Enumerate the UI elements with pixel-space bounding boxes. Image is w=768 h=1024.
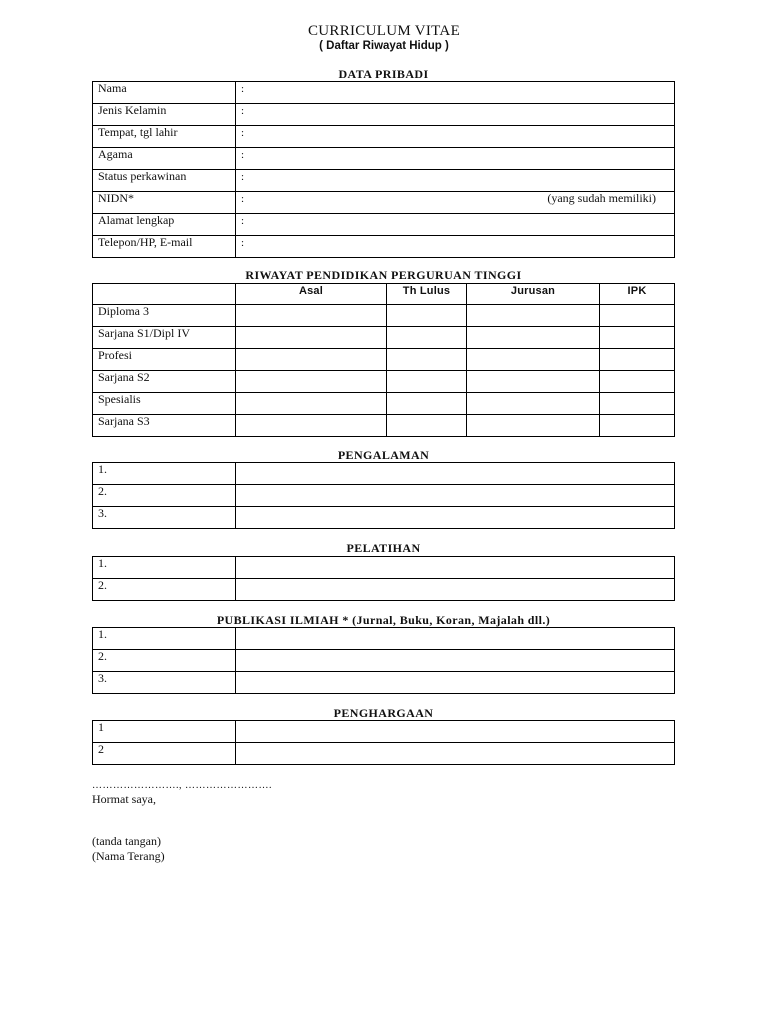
column-header: Th Lulus	[387, 284, 467, 305]
column-header: Jurusan	[467, 284, 600, 305]
column-header: IPK	[600, 284, 675, 305]
table-row	[93, 170, 675, 192]
input-cell-telepon-email[interactable]	[236, 236, 675, 258]
input-cell[interactable]	[236, 349, 387, 371]
input-cell[interactable]	[467, 305, 600, 327]
input-cell[interactable]	[467, 393, 600, 415]
colon: :	[241, 237, 245, 249]
row-label: Status perkawinan	[93, 170, 236, 192]
row-number: 1.	[93, 628, 236, 650]
row-number: 3.	[93, 507, 236, 529]
table-row	[93, 305, 675, 327]
colon: :	[241, 105, 245, 117]
row-number: 1.	[93, 463, 236, 485]
section-title-publikasi: PUBLIKASI ILMIAH * (Jurnal, Buku, Koran, Majalah dll.)	[216, 613, 551, 627]
input-cell[interactable]	[236, 628, 675, 650]
row-label: Diploma 3	[93, 305, 236, 327]
data-pribadi-table	[92, 81, 675, 258]
input-cell[interactable]	[236, 579, 675, 601]
row-label: Telepon/HP, E-mail	[93, 236, 236, 258]
input-cell-nama[interactable]	[236, 82, 675, 104]
row-number: 1	[93, 721, 236, 743]
row-number: 2	[93, 743, 236, 765]
table-row	[93, 126, 675, 148]
pengalaman-table	[92, 462, 675, 529]
row-number: 1.	[93, 557, 236, 579]
row-label: Sarjana S2	[93, 371, 236, 393]
place-date-line[interactable]: ……………………., …………………….	[92, 780, 272, 791]
input-cell[interactable]	[600, 415, 675, 437]
section-title-pengalaman: PENGALAMAN	[337, 448, 430, 462]
input-cell[interactable]	[600, 371, 675, 393]
input-cell-nidn[interactable]	[236, 192, 675, 214]
row-label: Nama	[93, 82, 236, 104]
column-header	[93, 284, 236, 305]
table-row	[93, 393, 675, 415]
input-cell-tempat-tgl-lahir[interactable]	[236, 126, 675, 148]
row-label: Agama	[93, 148, 236, 170]
table-row	[93, 628, 675, 650]
greeting-text: Hormat saya,	[92, 792, 156, 806]
input-cell[interactable]	[467, 415, 600, 437]
document-subtitle: ( Daftar Riwayat Hidup )	[319, 40, 449, 52]
input-cell[interactable]	[236, 463, 675, 485]
section-title-pendidikan: RIWAYAT PENDIDIKAN PERGURUAN TINGGI	[245, 268, 522, 282]
input-cell[interactable]	[236, 305, 387, 327]
input-cell[interactable]	[600, 349, 675, 371]
input-cell[interactable]	[467, 349, 600, 371]
table-row	[93, 192, 675, 214]
table-row	[93, 650, 675, 672]
row-number: 2.	[93, 485, 236, 507]
input-cell[interactable]	[387, 327, 467, 349]
row-number: 2.	[93, 579, 236, 601]
table-row	[93, 743, 675, 765]
input-cell[interactable]	[236, 557, 675, 579]
input-cell[interactable]	[236, 650, 675, 672]
input-cell-agama[interactable]	[236, 148, 675, 170]
input-cell[interactable]	[387, 393, 467, 415]
input-cell[interactable]	[387, 305, 467, 327]
table-header-row	[93, 284, 675, 305]
table-row	[93, 557, 675, 579]
row-label: Jenis Kelamin	[93, 104, 236, 126]
table-row	[93, 672, 675, 694]
table-row	[93, 104, 675, 126]
input-cell[interactable]	[236, 485, 675, 507]
column-header: Asal	[236, 284, 387, 305]
input-cell[interactable]	[387, 371, 467, 393]
colon: :	[241, 193, 245, 205]
input-cell-jenis-kelamin[interactable]	[236, 104, 675, 126]
colon: :	[241, 215, 245, 227]
table-row	[93, 485, 675, 507]
row-label: NIDN*	[93, 192, 236, 214]
table-row	[93, 214, 675, 236]
input-cell[interactable]	[467, 327, 600, 349]
input-cell[interactable]	[600, 393, 675, 415]
name-placeholder: (Nama Terang)	[92, 849, 165, 863]
document-title: CURRICULUM VITAE	[307, 23, 461, 39]
input-cell[interactable]	[467, 371, 600, 393]
signature-placeholder: (tanda tangan)	[92, 834, 161, 848]
input-cell[interactable]	[600, 305, 675, 327]
penghargaan-table	[92, 720, 675, 765]
table-row	[93, 507, 675, 529]
input-cell[interactable]	[236, 743, 675, 765]
row-label: Alamat lengkap	[93, 214, 236, 236]
row-label: Spesialis	[93, 393, 236, 415]
section-title-penghargaan: PENGHARGAAN	[333, 706, 434, 720]
colon: :	[241, 83, 245, 95]
pendidikan-table	[92, 283, 675, 437]
table-row	[93, 236, 675, 258]
table-row	[93, 82, 675, 104]
input-cell[interactable]	[236, 721, 675, 743]
input-cell[interactable]	[236, 415, 387, 437]
input-cell[interactable]	[236, 371, 387, 393]
input-cell[interactable]	[600, 327, 675, 349]
input-cell[interactable]	[236, 672, 675, 694]
input-cell[interactable]	[236, 507, 675, 529]
row-label: Tempat, tgl lahir	[93, 126, 236, 148]
input-cell[interactable]	[236, 393, 387, 415]
table-row	[93, 721, 675, 743]
input-cell[interactable]	[236, 327, 387, 349]
table-row	[93, 327, 675, 349]
table-row	[93, 579, 675, 601]
input-cell-alamat[interactable]	[236, 214, 675, 236]
row-label: Sarjana S3	[93, 415, 236, 437]
section-title-pelatihan: PELATIHAN	[346, 541, 421, 555]
pelatihan-table	[92, 556, 675, 601]
publikasi-table	[92, 627, 675, 694]
colon: :	[241, 127, 245, 139]
input-cell-status-perkawinan[interactable]	[236, 170, 675, 192]
input-cell[interactable]	[387, 349, 467, 371]
nidn-note: (yang sudah memiliki)	[547, 191, 656, 205]
table-row	[93, 349, 675, 371]
input-cell[interactable]	[387, 415, 467, 437]
table-row	[93, 415, 675, 437]
table-row	[93, 148, 675, 170]
row-label: Profesi	[93, 349, 236, 371]
table-row	[93, 463, 675, 485]
row-number: 3.	[93, 672, 236, 694]
colon: :	[241, 149, 245, 161]
row-label: Sarjana S1/Dipl IV	[93, 327, 236, 349]
section-title-data-pribadi: DATA PRIBADI	[338, 67, 429, 81]
row-number: 2.	[93, 650, 236, 672]
table-row	[93, 371, 675, 393]
colon: :	[241, 171, 245, 183]
